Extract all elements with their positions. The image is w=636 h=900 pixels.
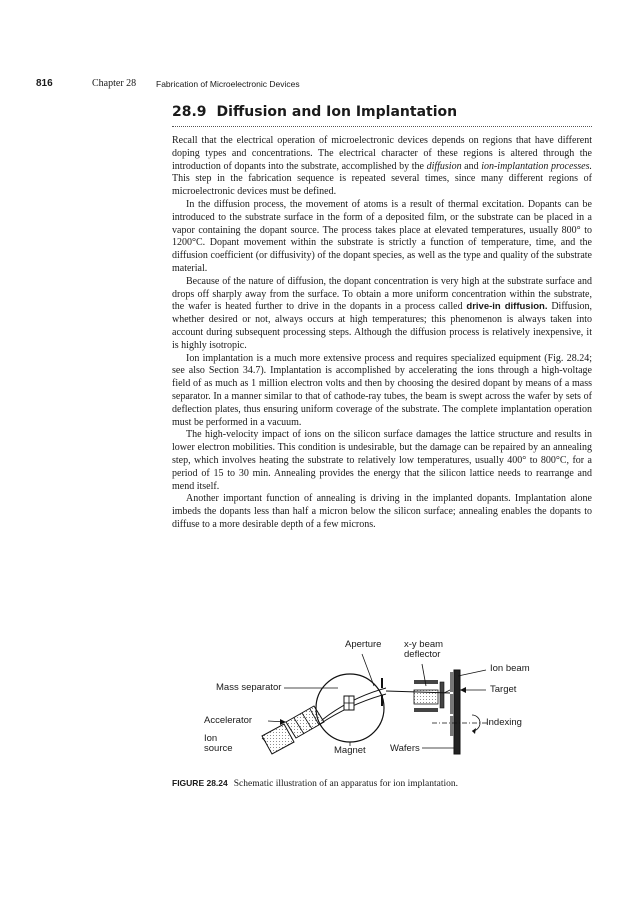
paragraph [172,353,592,430]
deflector-label: x-y beam deflector [404,639,444,660]
aperture-label: Aperture [345,639,382,650]
ion-source-label: Ion source [204,733,233,754]
paragraph-segment: ion-implantation processes. [481,160,592,172]
chapter-title: Fabrication of Microelectronic Devices [156,79,300,89]
page-number: 816 [36,78,53,89]
paragraph-segment: The high-velocity impact of ions on the silicon surface damages the lattice structure and results in lower electron mobilities. This condition is undesirable, but the damage can be repaired by an annealing step, which involves heating the substrate to relatively low temperatures, usually 400° to 800°C, for a period of 15 to 30 min. Annealing provides the energy that the silicon lattice needs to rearrange and mend itself. [172,429,592,492]
paragraph-segment: Ion implantation is a much more extensive process and requires specialized equipment (Fig. 28.24; see also Section 34.7). Implantation is accomplished by accelerating the ions through a high-voltage field of as much as 1 million electron volts and then by choosing the desired dopant by means of a mass separator. In a manner similar to that of cathode-ray tubes, the beam is swept across the wafer by sets of deflection plates, thus ensuring uniform coverage of the substrate. The complete implantation operation must be performed in a vacuum. [172,352,592,428]
paragraph [172,429,592,493]
section-heading [172,104,592,127]
paragraph-segment: This step in the fabrication sequence is repeated several times, since many different regions of microelectronic devices must be defined. [172,173,592,198]
section-number: 28.9 [172,104,207,120]
caption-text: Schematic illustration of an apparatus for ion implantation. [233,779,458,789]
ion-implantation-figure [200,638,590,760]
magnet-mass-separator [316,674,386,742]
deflector-plates [414,680,444,712]
magnet-label: Magnet [334,745,366,756]
paragraph [172,135,592,199]
paragraph [172,199,592,276]
paragraph-segment: diffusion [426,160,462,172]
paragraph-segment: drive-in diffusion. [466,301,548,313]
target-label: Target [490,684,517,695]
figure-caption [172,778,602,789]
paragraph-segment: and [461,160,482,172]
indexing-axis [432,715,490,734]
mass-separator-label: Mass separator [216,682,282,693]
chapter-label: Chapter 28 [92,78,137,89]
paragraph-segment: In the diffusion process, the movement of atoms is a result of thermal excitation. Dopants can be introduced to the substrate surface in the form of a deposited film, or the substrate can be placed in a vapor containing the dopant source. The process takes place at elevated temperatures, usually 800° to 1200°C. Dopant movement within the substrate is strictly a function of temperature, time, and the diffusion coefficient (or diffusivity) of the dopant species, as well as the type and quality of the substrate material. [172,198,592,274]
ion-source-box [262,724,294,754]
body-text [172,135,592,532]
paragraph-segment: Another important function of annealing is driving in the implanted dopants. Implantation alone imbeds the dopants less than half a micron below the silicon surface; annealing enables the dopants to diffuse to a more desirable depth of a few microns. [172,493,592,530]
target-wafer-stack [450,670,460,754]
accelerator-label: Accelerator [204,715,253,726]
section-title: Diffusion and Ion Implantation [216,104,458,120]
indexing-label: Indexing [486,717,522,728]
paragraph [172,493,592,531]
paragraph-segment: Diffusion, whether desired or not, always occurs at high temperatures; this phenomenon is always taken into account during subsequent processing steps. Although the diffusion process is relatively inexpensive, it is highly isotropic. [172,301,592,351]
paragraph-segment: Because of the nature of diffusion, the dopant concentration is very high at the substrate surface and drops off sharply away from the surface. To obtain a more uniform concentration within the substrate, the wafer is heated further to drive in the dopants in a process called [172,275,592,313]
paragraph-segment: Recall that the electrical operation of microelectronic devices depends on regions that have different doping types and concentrations. The electrical character of these regions is altered through the introduction of dopants into the substrate, accomplished by the [172,135,592,172]
paragraph [172,276,592,353]
caption-label: FIGURE 28.24 [172,778,228,788]
ion-beam-label: Ion beam [490,663,530,674]
apparatus-diagram [200,638,590,760]
accelerator-column [286,706,324,738]
wafers-label: Wafers [390,743,420,754]
